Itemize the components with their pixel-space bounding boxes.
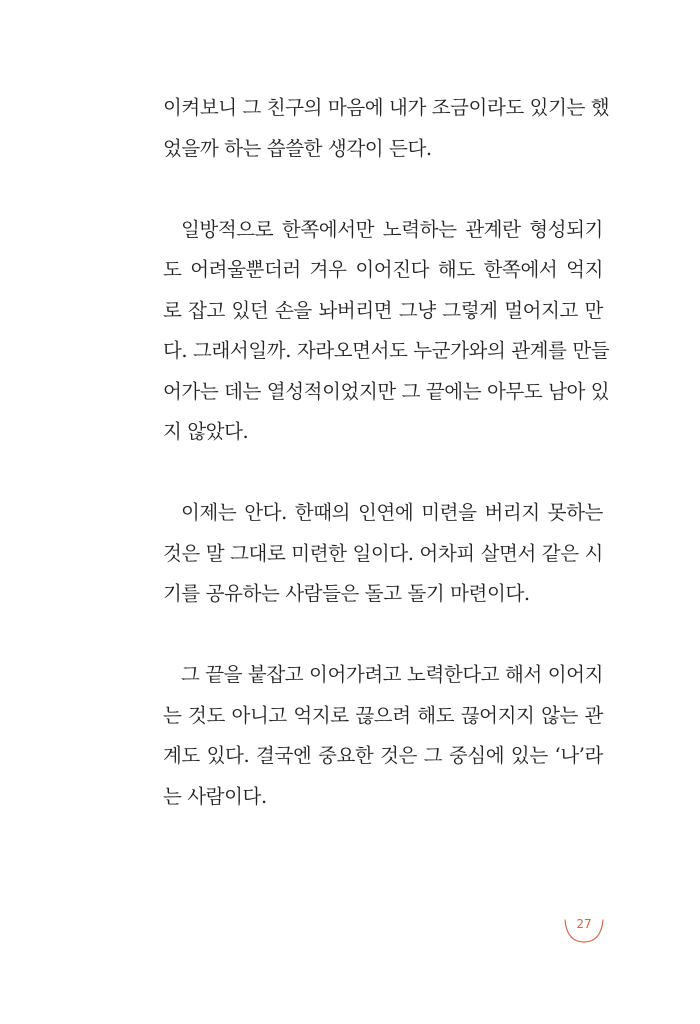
text-line: 로 잡고 있던 손을 놔버리면 그냥 그렇게 멀어지고 만 — [163, 298, 603, 322]
text-line: 는 것도 아니고 억지로 끊으려 해도 끊어지지 않는 관 — [163, 703, 603, 727]
page-number-badge — [561, 906, 607, 946]
text-line: 다. 그래서일까. 자라오면서도 누군가와의 관계를 만들 — [163, 339, 610, 362]
paragraph-3 — [163, 493, 603, 615]
text-line: 그 끝을 붙잡고 이어가려고 노력한다고 해서 이어지 — [181, 663, 603, 686]
text-line: 지 않았다. — [163, 420, 249, 443]
paragraph-gap — [163, 453, 603, 494]
text-line: 이제는 안다. 한때의 인연에 미련을 버리지 못하는 — [181, 501, 603, 524]
text-line: 것은 말 그대로 미련한 일이다. 어차피 살면서 같은 시 — [163, 541, 603, 565]
text-line: 도 어려울뿐더러 겨우 이어진다 해도 한쪽에서 억지 — [163, 258, 603, 281]
body-text — [163, 88, 610, 817]
text-line: 기를 공유하는 사람들은 돌고 돌기 마련이다. — [163, 582, 530, 605]
text-line: 이켜보니 그 친구의 마음에 내가 조금이라도 있기는 했 — [163, 96, 610, 119]
text-line: 일방적으로 한쪽에서만 노력하는 관계란 형성되기 — [181, 217, 603, 241]
page-number: 27 — [576, 917, 592, 931]
paragraph-gap — [163, 615, 603, 656]
paragraph-2 — [163, 210, 610, 453]
text-line: 는 사람이다. — [163, 784, 267, 808]
text-line: 계도 있다. 결국엔 중요한 것은 그 중심에 있는 ‘나’라 — [163, 744, 603, 767]
text-line: 었을까 하는 씁쓸한 생각이 든다. — [163, 136, 432, 160]
paragraph-1 — [163, 88, 610, 169]
text-line: 어가는 데는 열성적이었지만 그 끝에는 아무도 남아 있 — [163, 379, 610, 403]
paragraph-gap — [163, 169, 603, 210]
paragraph-4 — [163, 655, 603, 817]
